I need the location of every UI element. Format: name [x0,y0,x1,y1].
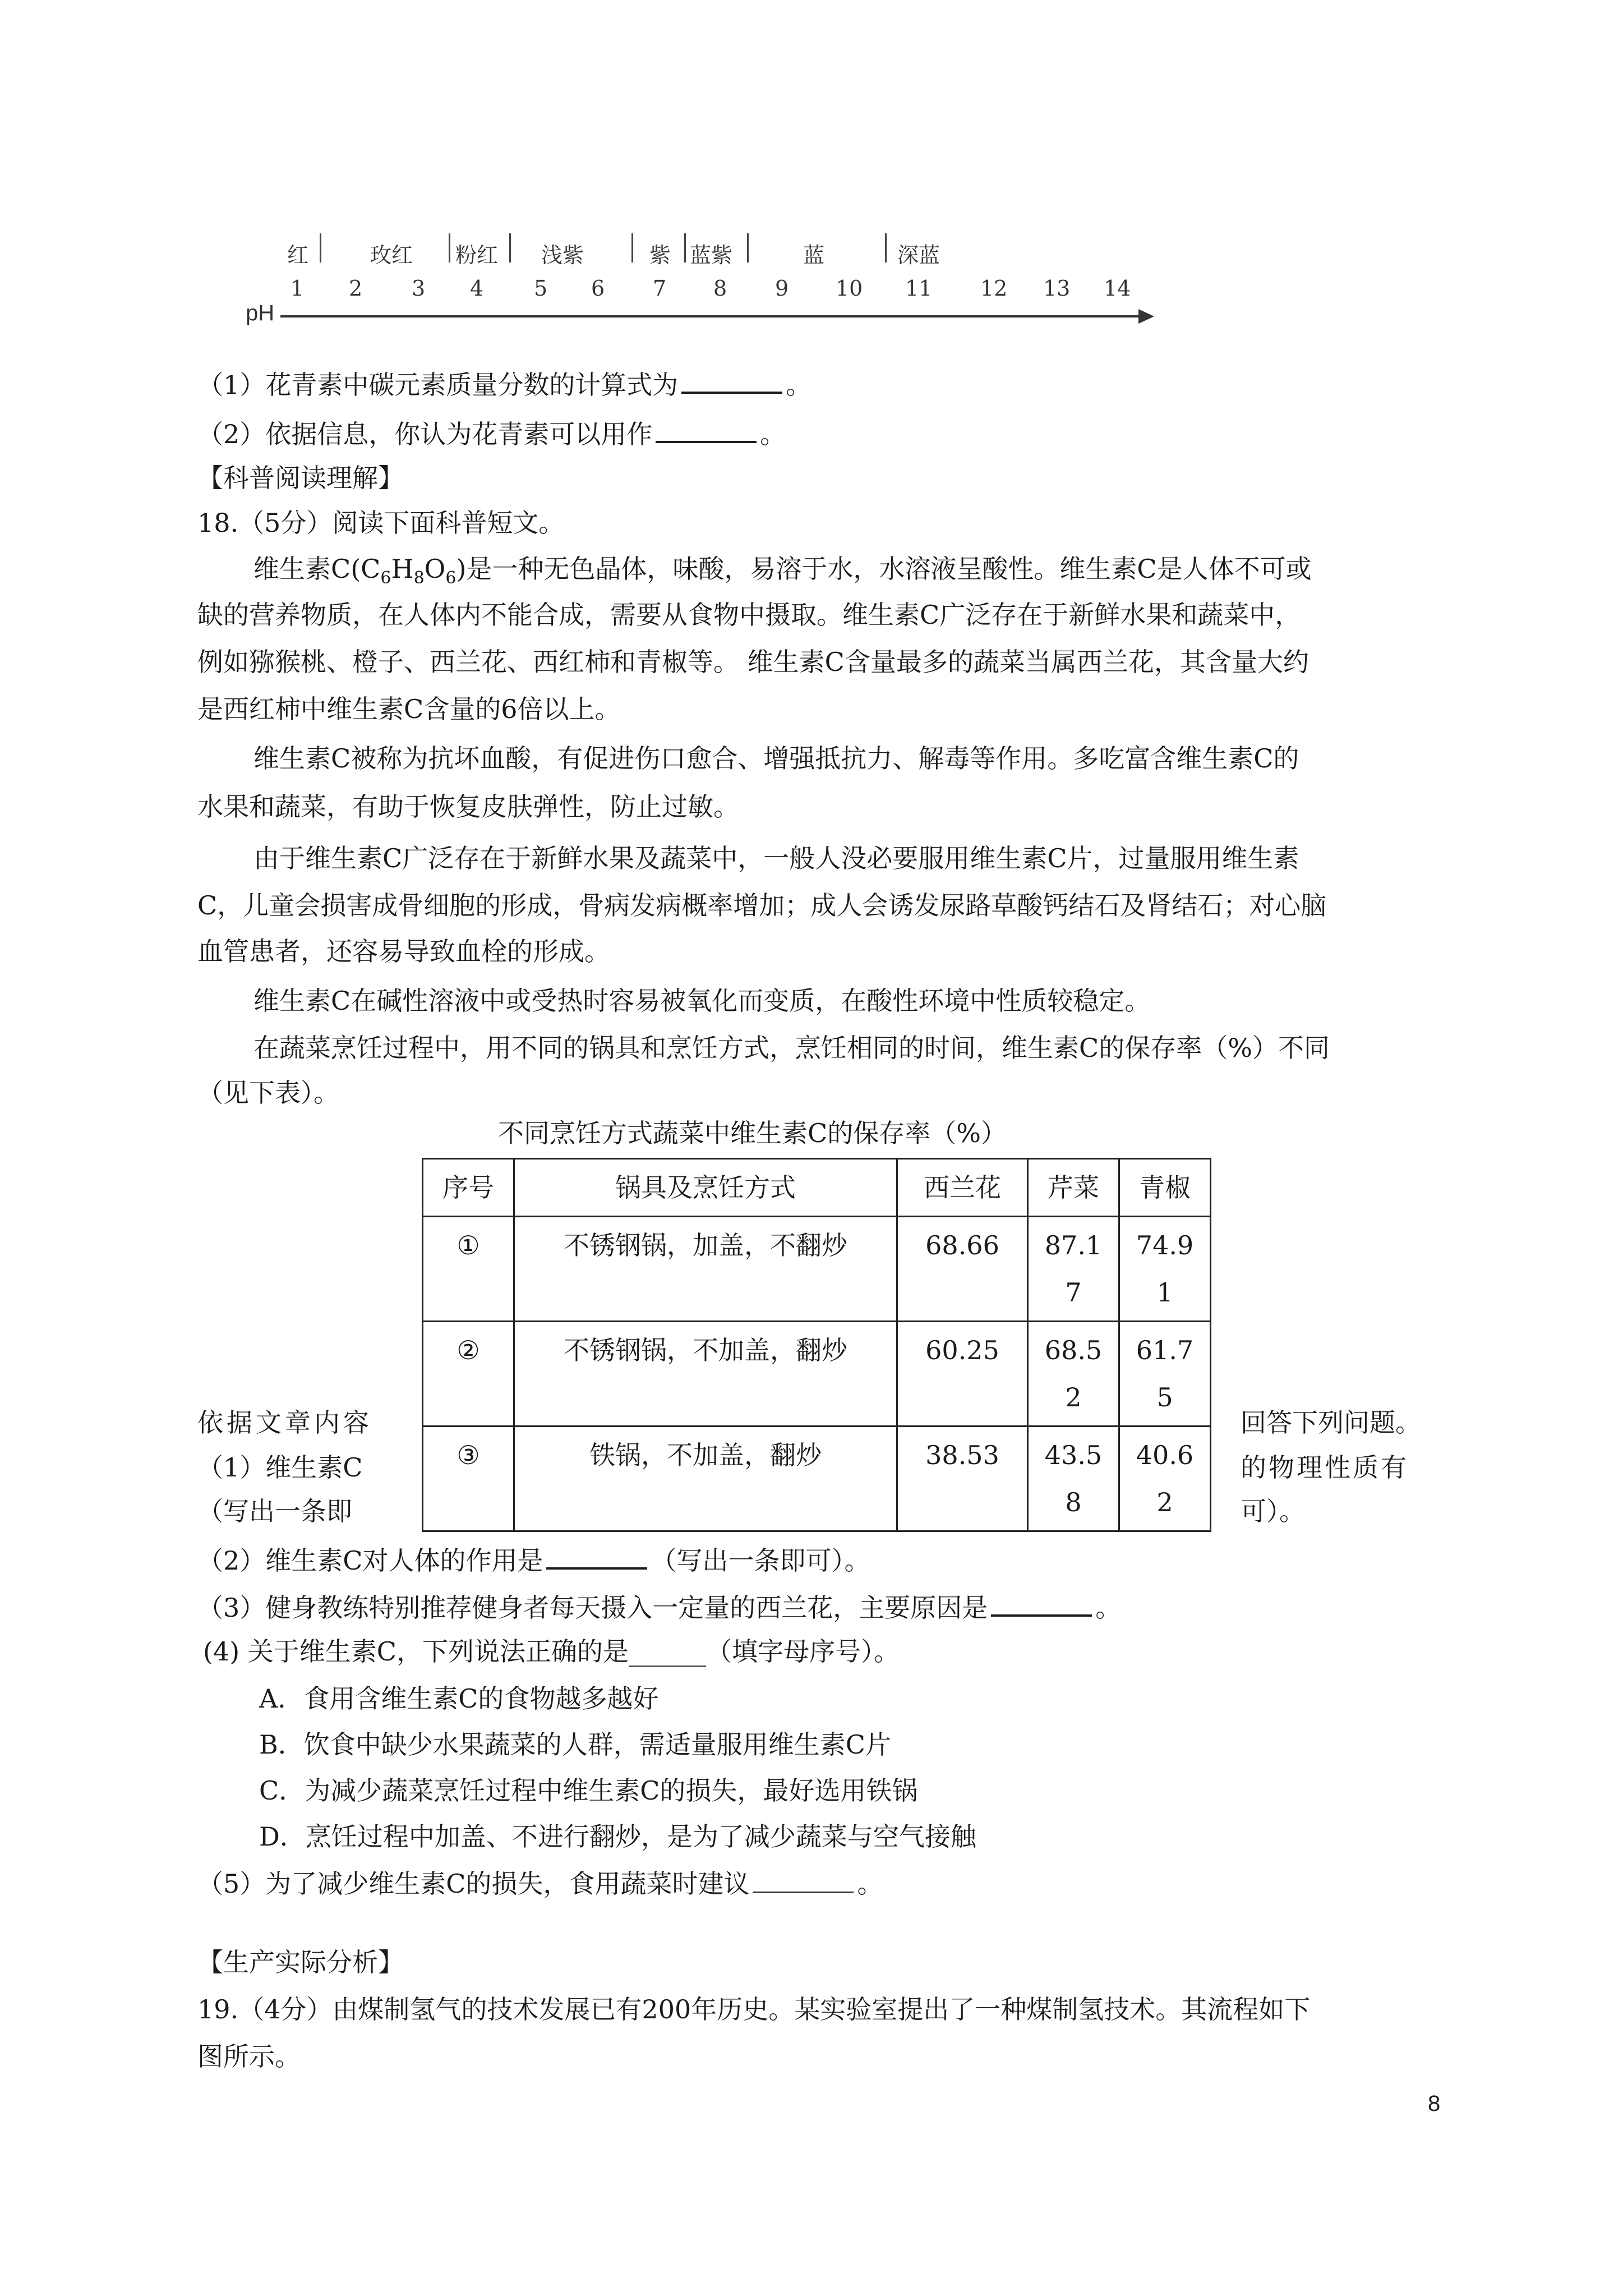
table-cell-broccoli: 68.66 [897,1217,1028,1322]
ph-color-rose: 玫红 [370,243,413,268]
page-number: 8 [1428,2091,1441,2116]
q18-p5-line2: （见下表）。 [197,1078,339,1108]
ph-number: 12 [980,276,1008,301]
q18-option-c[interactable]: C．为减少蔬菜烹饪过程中维生素C的损失，最好选用铁锅 [259,1775,918,1806]
ph-tick [631,233,633,263]
table-header-cell: 青椒 [1119,1159,1211,1217]
ph-number: 14 [1104,276,1131,301]
ph-number: 11 [905,276,933,301]
ph-tick [684,233,686,263]
q18-option-d[interactable]: D．烹饪过程中加盖、不进行翻炒，是为了减少蔬菜与空气接触 [259,1821,976,1852]
answer-blank[interactable] [656,415,757,443]
table-header-cell: 西兰花 [897,1159,1028,1217]
q18-sub5: （5）为了减少维生素C的损失，食用蔬菜时建议 。 [197,1866,883,1901]
answer-blank[interactable] [991,1589,1092,1617]
q18-option-b[interactable]: B．饮食中缺少水果蔬菜的人群，需适量服用维生素C片 [259,1729,891,1760]
ph-number: 8 [713,276,727,301]
q19-line1: 19.（4分）由煤制氢气的技术发展已有200年历史。某实验室提出了一种煤制氢技术。其流程如下 [197,1994,1311,2024]
table-cell-broccoli: 60.25 [897,1322,1028,1427]
table-cell-pepper: 74.9 1 [1119,1217,1211,1322]
table-header-cell: 锅具及烹饪方式 [514,1159,897,1217]
ph-tick [449,233,450,263]
ph-number: 7 [653,276,667,301]
table-cell-method: 不锈钢锅，不加盖，翻炒 [514,1322,897,1427]
answer-blank[interactable] [681,366,782,394]
table-cell-broccoli: 38.53 [897,1427,1028,1531]
ph-number: 5 [534,276,548,301]
q18-p5-line1: 在蔬菜烹饪过程中，用不同的锅具和烹饪方式，烹饪相同的时间，维生素C的保存率（%）不同 [253,1033,1330,1063]
ph-tick [747,233,749,263]
q18-left-line3: （写出一条即 [197,1496,352,1526]
table-cell-pepper: 61.7 5 [1119,1322,1211,1427]
ph-tick [885,233,887,263]
ph-color-pink: 粉红 [455,243,499,268]
ph-color-red: 红 [287,243,309,268]
ph-color-dark-blue: 深蓝 [897,243,940,268]
section-heading-reading: 【科普阅读理解】 [197,463,404,493]
table-cell-no: ② [423,1322,514,1427]
ph-number: 3 [412,276,426,301]
ph-axis-arrow-icon [1138,309,1154,324]
retention-table [422,1158,1211,1532]
q18-sub2: （2）维生素C对人体的作用是 （写出一条即可）。 [197,1542,870,1577]
table-row [423,1322,1211,1427]
q18-right-line1: 回答下列问题。 [1241,1407,1421,1438]
q18-p2-line1: 维生素C被称为抗坏血酸，有促进伤口愈合、增强抵抗力、解毒等作用。多吃富含维生素C的 [253,743,1299,774]
ph-axis-label: pH [246,301,275,325]
table-row [423,1427,1211,1531]
ph-tick [509,233,511,263]
q18-header: 18.（5分）阅读下面科普短文。 [197,508,565,538]
table-cell-method: 铁锅，不加盖，翻炒 [514,1427,897,1531]
table-cell-celery: 87.1 7 [1028,1217,1119,1322]
ph-axis-line [280,315,1144,318]
q18-p1-line4: 是西红柿中维生素C含量的6倍以上。 [197,694,621,724]
ph-number: 2 [349,276,363,301]
q18-p1-line1: 维生素$C(C_6H_8O_6)$是一种无色晶体，味酸，易溶于水，水溶液呈酸性。维生素C是人体不可或 [253,554,1312,588]
q18-p1-line3: 例如猕猴桃、橙子、西兰花、西红柿和青椒等。 维生素C含量最多的蔬菜当属西兰花，其含量大约 [197,647,1309,677]
q18-right-line3: 可）。 [1241,1496,1305,1526]
answer-blank[interactable] [546,1542,647,1570]
ph-number: 10 [836,276,863,301]
q18-left-line2: （1）维生素C [197,1452,363,1483]
table-header-row [423,1159,1211,1217]
table-title: 不同烹饪方式蔬菜中维生素C的保存率（%） [498,1118,1007,1148]
table-cell-method: 不锈钢锅，加盖，不翻炒 [514,1217,897,1322]
answer-blank[interactable] [753,1866,854,1893]
table-header-cell: 芹菜 [1028,1159,1119,1217]
q18-p2-line2: 水果和蔬菜，有助于恢复皮肤弹性，防止过敏。 [197,792,739,822]
table-header-cell: 序号 [423,1159,514,1217]
q18-p3-line2: C，儿童会损害成骨细胞的形成，骨病发病概率增加；成人会诱发尿路草酸钙结石及肾结石；对心脑 [197,890,1327,921]
ph-color-blue: 蓝 [803,243,825,268]
table-cell-pepper: 40.6 2 [1119,1427,1211,1531]
ph-tick [320,233,321,263]
q18-option-a[interactable]: A．食用含维生素C的食物越多越好 [259,1683,659,1714]
q18-p1-line2: 缺的营养物质，在人体内不能合成，需要从食物中摄取。维生素C广泛存在于新鲜水果和蔬菜中， [197,600,1301,630]
ph-color-purple: 紫 [649,243,671,268]
table-cell-celery: 43.5 8 [1028,1427,1119,1531]
ph-number: 13 [1043,276,1071,301]
ph-number: 4 [470,276,484,301]
q19-line2: 图所示。 [197,2041,301,2072]
q18-p4-line1: 维生素C在碱性溶液中或受热时容易被氧化而变质，在酸性环境中性质较稳定。 [253,986,1151,1016]
section-heading-production: 【生产实际分析】 [197,1947,404,1977]
ph-number: 1 [291,276,305,301]
ph-color-blue-purple: 蓝紫 [690,243,733,268]
ph-number: 9 [775,276,789,301]
ph-color-light-purple: 浅紫 [541,243,584,268]
q18-p3-line3: 血管患者，还容易导致血栓的形成。 [197,936,610,967]
q17-sub2: （2）依据信息，你认为花青素可以用作 。 [197,415,786,451]
q18-p3-line1: 由于维生素C广泛存在于新鲜水果及蔬菜中，一般人没必要服用维生素C片，过量服用维生素 [253,843,1299,873]
q17-sub1: （1）花青素中碳元素质量分数的计算式为 。 [197,366,811,402]
table-cell-celery: 68.5 2 [1028,1322,1119,1427]
q18-right-line2: 的物理性质有 [1241,1452,1409,1483]
table-cell-no: ③ [423,1427,514,1531]
q18-sub4: (4) 关于维生素C，下列说法正确的是______（填字母序号）。 [203,1636,900,1667]
q18-sub3: （3）健身教练特别推荐健身者每天摄入一定量的西兰花，主要原因是 。 [197,1589,1121,1625]
q18-left-line1: 依据文章内容 [197,1407,372,1438]
table-row [423,1217,1211,1322]
table-cell-no: ① [423,1217,514,1322]
ph-number: 6 [591,276,605,301]
